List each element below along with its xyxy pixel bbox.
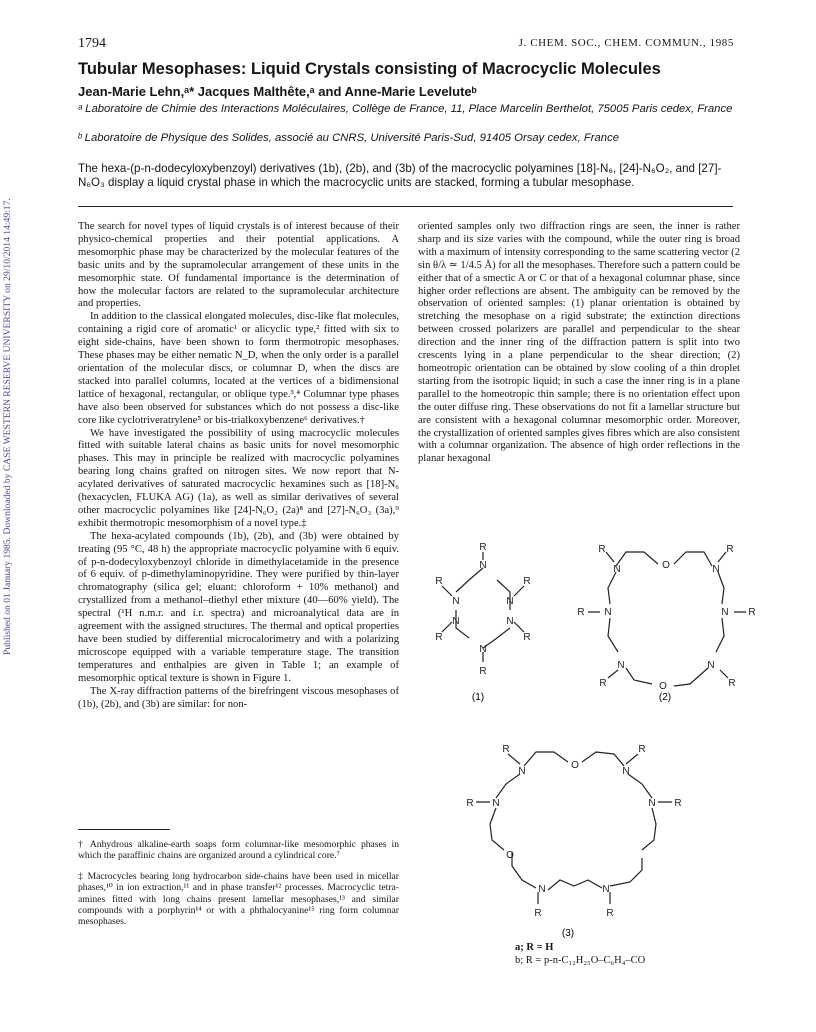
substituent-legend: [515, 941, 645, 967]
body-left-column: [78, 221, 399, 711]
atom-label: N: [648, 798, 656, 809]
body-paragraph: The hexa-acylated compounds (1b), (2b), and (3b) were obtained by treating (95 °C, 48 h) the appropriate macrocyclic polyamine with 6 equiv. of p-n-dodecyloxybenzoyl chloride in dimethylacetamide in the presence of 6 equiv. of p-dimethylaminopyridine. They were purified by thin-layer chromatography (silica gel; eluant: chloroform + 10% methanol) and crystallized from a methanol–diethyl ether mixture (40—60% yield). The spectral (¹H n.m.r. and i.r. spectra) and microanalytical data are in agreement with the assigned structures. The thermal and optical properties have been studied by differential microcalorimetry and with a polarizing microscope equipped with a variable temperature stage. The transition temperatures and enthalpies are given in Table 1; an example of mesomorphic optical texture is shown in Figure 1.: [78, 530, 399, 684]
atom-label: R: [674, 798, 682, 809]
affiliation-a: ᵃ Laboratoire de Chimie des Interactions Moléculaires, Collège de France, 11, Place Marcelin Berthelot, 75005 Paris cedex, France: [78, 103, 733, 115]
atom-label: R: [435, 632, 443, 643]
journal-header: J. CHEM. SOC., CHEM. COMMUN., 1985: [518, 37, 734, 49]
atom-label: N: [506, 616, 514, 627]
atom-label: N: [721, 607, 729, 618]
atom-label: N: [452, 616, 460, 627]
atom-label: R: [534, 908, 542, 919]
atom-label: O: [571, 760, 579, 771]
download-watermark: [0, 140, 16, 660]
structure-3-atoms: [466, 744, 681, 919]
atom-label: N: [707, 660, 715, 671]
atom-label: N: [604, 607, 612, 618]
header-rule: [78, 206, 733, 207]
atom-label: R: [598, 544, 606, 555]
atom-label: N: [613, 564, 621, 575]
body-paragraph: The search for novel types of liquid crystals is of interest because of their physico-chemical properties and their potential applications. A mesomorphic phase may be characterized by the molecular features of the basic units and by the supramolecular arrangement of these units in the mesomorphic state. Of fundamental importance is the determination of how the molecular factors are related to the supramolecular architecture and properties.: [78, 221, 399, 310]
atom-label: N: [622, 766, 630, 777]
atom-label: R: [577, 607, 585, 618]
atom-label: O: [659, 681, 667, 692]
footnote-dagger: † Anhydrous alkaline-earth soaps form columnar-like mesomorphic phases in which the paraffinic chains are organized around a cylindrical core.⁷: [78, 839, 399, 862]
atom-label: R: [523, 576, 531, 587]
atom-label: N: [518, 766, 526, 777]
atom-label: N: [602, 884, 610, 895]
atom-label: R: [748, 607, 756, 618]
atom-label: N: [538, 884, 546, 895]
atom-label: R: [726, 544, 734, 555]
structure-3-bonds: [476, 752, 672, 904]
atom-label: R: [638, 744, 646, 755]
abstract: The hexa-(p-n-dodecyloxybenzoyl) derivatives (1b), (2b), and (3b) of the macrocyclic polyamines [18]-N₆, [24]-N₆O₂, and [27]-N₆O₃ display a liquid crystal phase in which the macrocyclic units are stacked, forming a tubular mesophase.: [78, 162, 722, 189]
body-right-column: [418, 221, 740, 466]
atom-label: R: [606, 908, 614, 919]
author-list: Jean-Marie Lehn,ᵃ* Jacques Malthête,ᵃ and Anne-Marie Leveluteᵇ: [78, 84, 477, 99]
legend-b: b; R = p-n-C₁₂H₂₅O–C₆H₄–CO: [515, 955, 646, 966]
footnote-double-dagger: ‡ Macrocycles bearing long hydrocarbon side-chains have been used in micellar phases,¹⁰ in ion extraction,¹¹ and in phase transfer¹² processes. Macrocyclic tetra-amines fitted with long chains present lamellar mesophases,¹³ and similar compounds with a porphyrin¹⁴ or with a phthalocyanine¹⁵ ring form columnar mesophases.: [78, 870, 399, 928]
body-paragraph: The X-ray diffraction patterns of the birefringent viscous mesophases of (1b), (2b), and (3b) are similar: for non-: [78, 685, 399, 710]
body-paragraph: oriented samples only two diffraction rings are seen, the inner is rather sharp and its size varies with the compound, while the outer ring is broad with a maximum of intensity corresponding to the same scattering vector (2 sin θ/λ ≃ 1/4.5 Å) for all the mesophases. Therefore such a pattern could be either that of a smectic A or C or that of a hexagonal columnar phase, since higher order reflections are absent. The ambiguity can be removed by the observation of oriented samples: (1) planar orientation is obtained by stretching the mesophase on a rigid substrate; the extinction directions between crossed polarizers are parallel and perpendicular to the shear direction and the inner ring of the diffraction pattern is split into two crescents lying in a plane perpendicular to the shear direction; (2) homeotropic orientation can be obtained by slow cooling of a thin droplet starting from the isotropic liquid; in such a case the inner ring is in a plane parallel to the homeotropic thin sample; there is no orientation effect upon the outer diffuse ring. These observations do not fit a lamellar structure but are consistent with a hexagonal columnar mesomorphic order. Moreover, the crystallization of oriented samples gives fibres which are also consistent with a columnar organization. The absence of high order reflections in the planar hexagonal: [418, 221, 740, 465]
atom-label: R: [479, 666, 487, 677]
atom-label: R: [728, 678, 736, 689]
structure-1-label: (1): [471, 692, 485, 703]
atom-label: N: [492, 798, 500, 809]
atom-label: R: [435, 576, 443, 587]
atom-label: N: [479, 560, 487, 571]
atom-label: N: [617, 660, 625, 671]
watermark-text: Published on 01 January 1985. Downloaded by CASE WESTERN RESERVE UNIVERSITY on 29/10/2014 14:49:17.: [2, 198, 13, 655]
footnote-rule: [78, 829, 170, 830]
atom-label: N: [712, 564, 720, 575]
article-title: Tubular Mesophases: Liquid Crystals consisting of Macrocyclic Molecules: [78, 60, 661, 78]
atom-label: O: [506, 850, 514, 861]
atom-label: R: [599, 678, 607, 689]
body-paragraph: In addition to the classical elongated molecules, disc-like flat molecules, containing a rigid core of aromatic¹ or alicyclic type,² fitted with six to eight side-chains, have been shown to form thermotropic mesophases. These phases may be either nematic N_D, when the only order is a parallel orientation of the molecular discs, or columnar D, when the discs are stacked into parallel columns, located at the vertices of a bidimensional lattice of hexagonal, rectangular, or oblique type.³,⁴ Columnar type phases have also been observed for substances which do not possess a disc-like core like cyclotriveratrylene⁵ or bis-trialkoxybenzene⁶ derivatives.†: [78, 311, 399, 426]
atom-label: R: [466, 798, 474, 809]
atom-label: N: [479, 644, 487, 655]
atom-label: N: [506, 596, 514, 607]
atom-label: R: [523, 632, 531, 643]
legend-a: a; R = H: [515, 942, 554, 953]
structures-1-2: [412, 540, 762, 770]
atom-label: N: [452, 596, 460, 607]
atom-label: R: [502, 744, 510, 755]
structure-2-bonds: [588, 552, 746, 686]
structure-2-label: (2): [658, 692, 672, 703]
atom-label: R: [479, 542, 487, 553]
page-number: 1794: [78, 36, 106, 51]
body-paragraph: We have investigated the possibility of using macrocyclic molecules fitted with suitable lateral chains as basic units for novel mesomorphic phases. This may in principle be realized with macrocyclic polyamines bearing long chains grafted on nitrogen sites. We now report that N-acylated derivatives of saturated macrocyclic hexamines such as [18]-N₆ (hexacyclen, FLUKA AG) (1a), as well as similar derivatives of several other macrocyclic polyamines like [24]-N₆O₂ (2a)⁸ and [27]-N₆O₃ (3a),⁹ exhibit thermotropic mesomorphism of a novel type.‡: [78, 427, 399, 529]
affiliation-b: ᵇ Laboratoire de Physique des Solides, associé au CNRS, Université Paris-Sud, 91405 Orsay cedex, France: [78, 132, 620, 144]
atom-label: O: [662, 560, 670, 571]
footnotes: [78, 839, 399, 937]
structure-2-atoms: [577, 544, 755, 692]
structure-3-label: (3): [561, 928, 575, 939]
structure-3: [466, 740, 706, 945]
